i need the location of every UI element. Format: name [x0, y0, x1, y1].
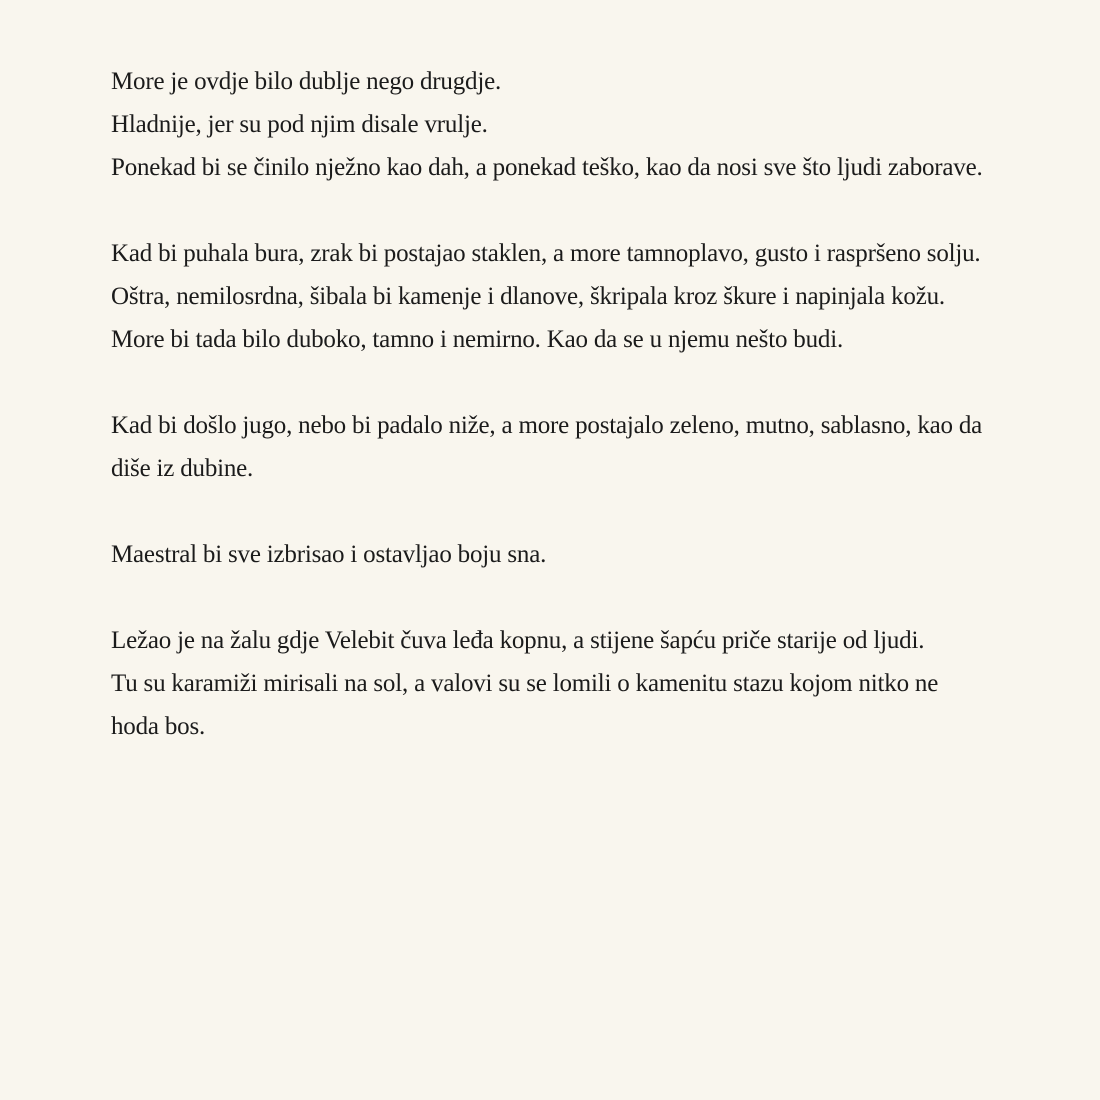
text-line: Kad bi puhala bura, zrak bi postajao staklen, a more tamnoplavo, gusto i raspršeno solju. [111, 240, 981, 267]
text-line: Ležao je na žalu gdje Velebit čuva leđa kopnu, a stijene šapću priče starije od ljudi. [111, 627, 925, 654]
text-line: Hladnije, jer su pod njim disale vrulje. [111, 111, 488, 138]
paragraph-5 [111, 619, 991, 748]
text-line: More je ovdje bilo dublje nego drugdje. [111, 68, 502, 95]
text-line: More bi tada bilo duboko, tamno i nemirno. Kao da se u njemu nešto budi. [111, 326, 843, 353]
text-line: Ponekad bi se činilo nježno kao dah, a ponekad teško, kao da nosi sve što ljudi zaborave. [111, 154, 983, 181]
text-line: Tu su karamiži mirisali na sol, a valovi su se lomili o kamenitu stazu kojom nitko ne hoda bos. [111, 670, 939, 740]
paragraph-2 [111, 232, 991, 361]
text-line: Maestral bi sve izbrisao i ostavljao boju sna. [111, 541, 547, 568]
paragraph-1 [111, 60, 991, 189]
text-line: Kad bi došlo jugo, nebo bi padalo niže, a more postajalo zeleno, mutno, sablasno, kao da diše iz dubine. [111, 412, 983, 482]
text-line: Oštra, nemilosrdna, šibala bi kamenje i dlanove, škripala kroz škure i napinjala kožu. [111, 283, 945, 310]
paragraph-4 [111, 533, 991, 576]
paragraph-3 [111, 404, 991, 490]
document-body [111, 60, 991, 748]
